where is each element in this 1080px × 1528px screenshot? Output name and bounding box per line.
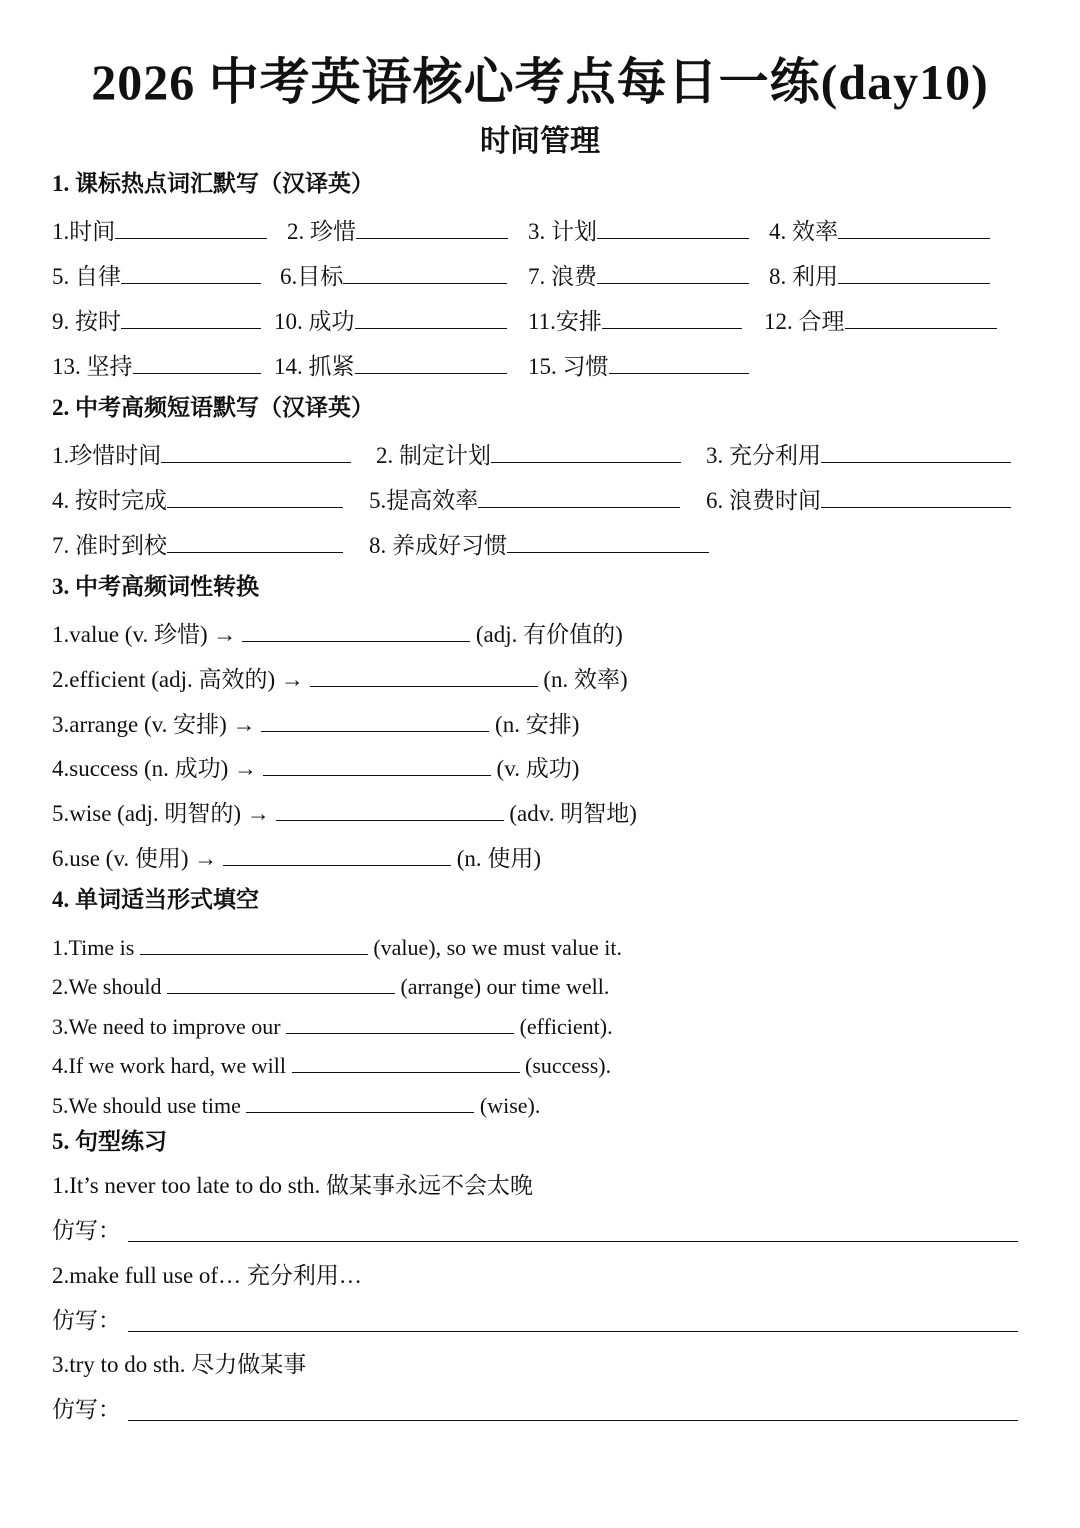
phrase-item: 6. 浪费时间 — [706, 485, 1011, 512]
vocab-item: 5. 自律 — [52, 261, 261, 288]
imitation-label: 仿写： — [52, 1397, 121, 1422]
vocab-item: 4. 效率 — [769, 216, 990, 243]
answer-blank[interactable] — [286, 1011, 514, 1034]
imitation-row — [52, 1309, 121, 1332]
sentence-pattern: 1.It’s never too late to do sth. 做某事永远不会太晚 — [52, 1173, 534, 1198]
answer-blank[interactable] — [491, 440, 681, 463]
answer-blank[interactable] — [133, 351, 261, 374]
vocab-item: 9. 按时 — [52, 306, 261, 333]
conversion-item: 3.arrange (v. 安排) → (n. 安排) — [52, 709, 579, 736]
phrase-item: 5.提高效率 — [369, 485, 680, 512]
vocab-item: 12. 合理 — [764, 306, 997, 333]
answer-blank[interactable] — [478, 485, 680, 508]
answer-blank[interactable] — [140, 932, 368, 955]
vocab-item: 11.安排 — [528, 306, 742, 333]
imitation-row — [52, 1219, 121, 1242]
vocab-item: 3. 计划 — [528, 216, 749, 243]
fill-blank-item: 4.If we work hard, we will (success). — [52, 1050, 611, 1077]
answer-blank[interactable] — [242, 619, 470, 642]
answer-blank[interactable] — [597, 216, 749, 239]
phrase-item: 7. 准时到校 — [52, 530, 343, 557]
imitation-answer-line[interactable] — [128, 1331, 1018, 1332]
conversion-item: 1.value (v. 珍惜) → (adj. 有价值的) — [52, 619, 623, 646]
imitation-row — [52, 1398, 121, 1421]
section-1-heading: 1. 课标热点词汇默写（汉译英） — [52, 171, 374, 196]
section-4-heading: 4. 单词适当形式填空 — [52, 887, 259, 912]
fill-blank-item: 5.We should use time (wise). — [52, 1090, 540, 1117]
answer-blank[interactable] — [838, 261, 990, 284]
vocab-item: 2. 珍惜 — [287, 216, 508, 243]
sentence-pattern: 2.make full use of… 充分利用… — [52, 1263, 362, 1288]
phrase-item: 1.珍惜时间 — [52, 440, 351, 467]
answer-blank[interactable] — [356, 216, 508, 239]
answer-blank[interactable] — [223, 843, 451, 866]
phrase-item: 8. 养成好习惯 — [369, 530, 709, 557]
answer-blank[interactable] — [292, 1050, 520, 1073]
answer-blank[interactable] — [507, 530, 709, 553]
answer-blank[interactable] — [838, 216, 990, 239]
conversion-item: 5.wise (adj. 明智的) → (adv. 明智地) — [52, 798, 637, 825]
answer-blank[interactable] — [602, 306, 742, 329]
phrase-item: 4. 按时完成 — [52, 485, 343, 512]
answer-blank[interactable] — [246, 1090, 474, 1113]
imitation-answer-line[interactable] — [128, 1420, 1018, 1421]
answer-blank[interactable] — [167, 485, 343, 508]
answer-blank[interactable] — [821, 440, 1011, 463]
fill-blank-item: 3.We need to improve our (efficient). — [52, 1011, 613, 1038]
vocab-item: 8. 利用 — [769, 261, 990, 288]
answer-blank[interactable] — [821, 485, 1011, 508]
answer-blank[interactable] — [343, 261, 507, 284]
vocab-item: 6.目标 — [280, 261, 507, 288]
answer-blank[interactable] — [167, 971, 395, 994]
section-2-heading: 2. 中考高频短语默写（汉译英） — [52, 395, 374, 420]
imitation-label: 仿写： — [52, 1218, 121, 1243]
answer-blank[interactable] — [609, 351, 749, 374]
fill-blank-item: 2.We should (arrange) our time well. — [52, 971, 609, 998]
answer-blank[interactable] — [121, 261, 261, 284]
answer-blank[interactable] — [597, 261, 749, 284]
vocab-item: 15. 习惯 — [528, 351, 749, 378]
answer-blank[interactable] — [263, 753, 491, 776]
imitation-label: 仿写： — [52, 1308, 121, 1333]
sentence-pattern: 3.try to do sth. 尽力做某事 — [52, 1352, 307, 1377]
section-3-heading: 3. 中考高频词性转换 — [52, 574, 259, 599]
vocab-item: 7. 浪费 — [528, 261, 749, 288]
fill-blank-item: 1.Time is (value), so we must value it. — [52, 932, 622, 959]
vocab-item: 1.时间 — [52, 216, 267, 243]
conversion-item: 6.use (v. 使用) → (n. 使用) — [52, 843, 541, 870]
answer-blank[interactable] — [845, 306, 997, 329]
answer-blank[interactable] — [261, 709, 489, 732]
answer-blank[interactable] — [161, 440, 351, 463]
answer-blank[interactable] — [276, 798, 504, 821]
answer-blank[interactable] — [167, 530, 343, 553]
page-subtitle: 时间管理 — [480, 125, 600, 158]
phrase-item: 2. 制定计划 — [376, 440, 681, 467]
answer-blank[interactable] — [355, 351, 507, 374]
answer-blank[interactable] — [115, 216, 267, 239]
conversion-item: 4.success (n. 成功) → (v. 成功) — [52, 753, 579, 780]
conversion-item: 2.efficient (adj. 高效的) → (n. 效率) — [52, 664, 628, 691]
phrase-item: 3. 充分利用 — [706, 440, 1011, 467]
answer-blank[interactable] — [310, 664, 538, 687]
vocab-item: 14. 抓紧 — [274, 351, 507, 378]
vocab-item: 10. 成功 — [274, 306, 507, 333]
answer-blank[interactable] — [355, 306, 507, 329]
page-title: 2026 中考英语核心考点每日一练(day10) — [91, 54, 989, 110]
answer-blank[interactable] — [121, 306, 261, 329]
section-5-heading: 5. 句型练习 — [52, 1129, 167, 1154]
imitation-answer-line[interactable] — [128, 1241, 1018, 1242]
vocab-item: 13. 坚持 — [52, 351, 261, 378]
